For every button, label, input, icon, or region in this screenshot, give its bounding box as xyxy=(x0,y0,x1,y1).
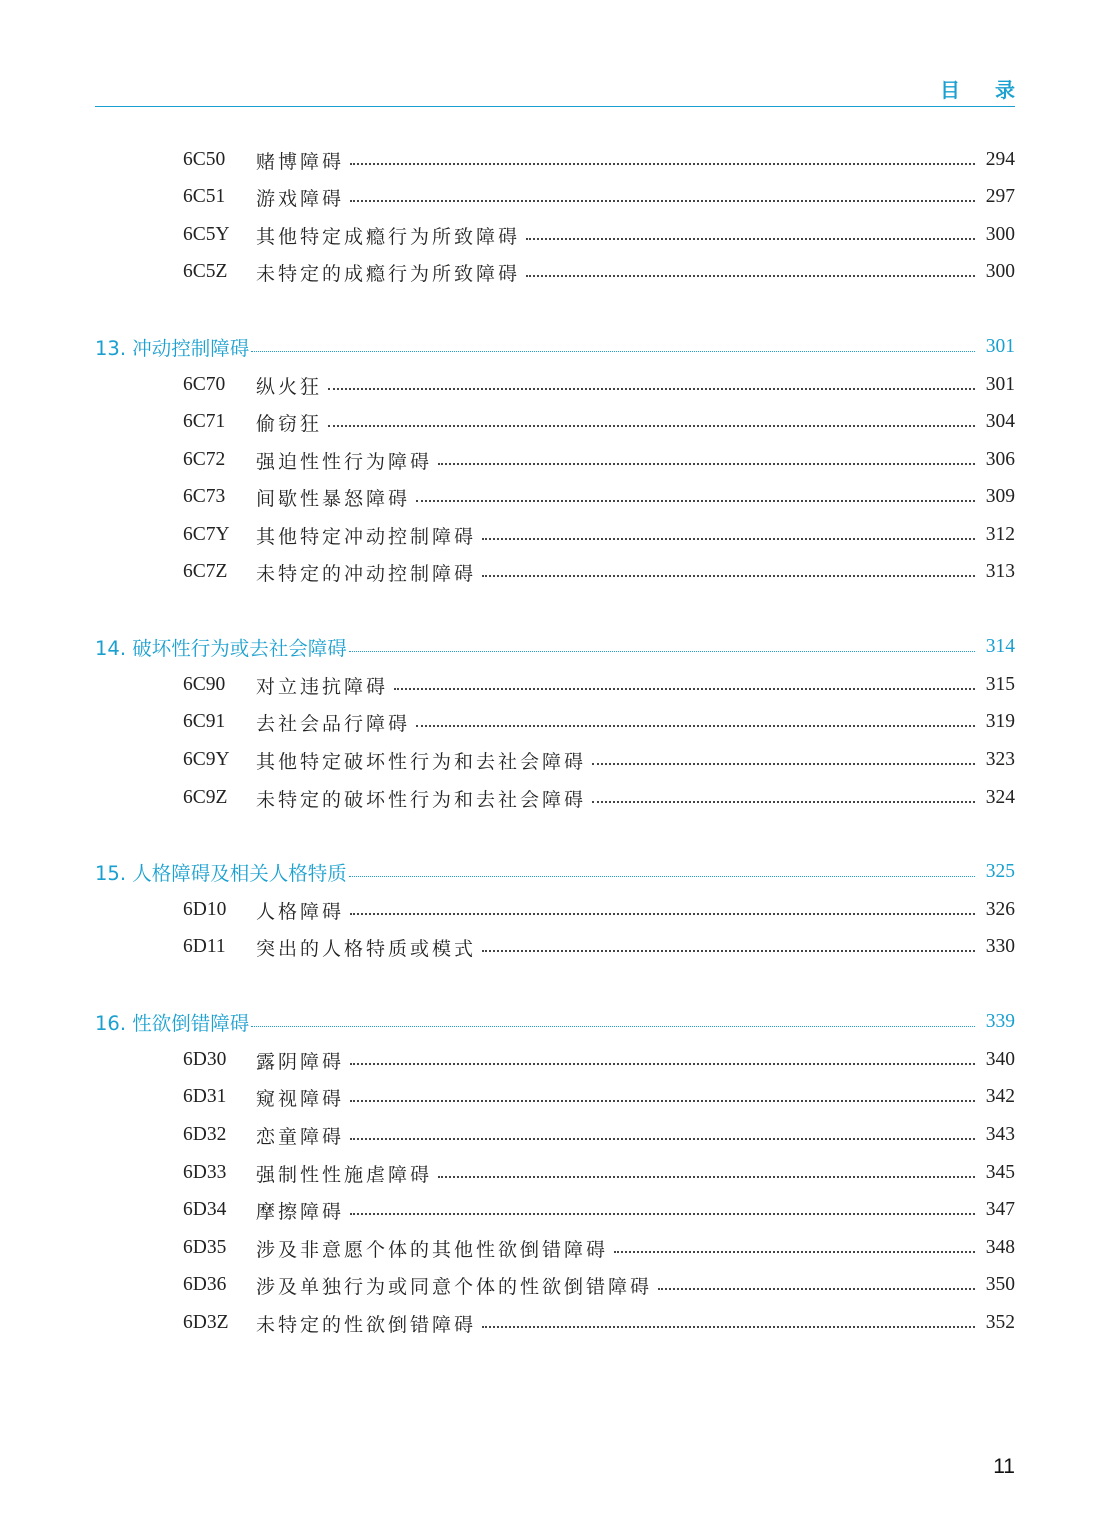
dot-leader xyxy=(438,1176,975,1178)
toc-page-number: 314 xyxy=(985,636,1015,657)
section-title: 15. 人格障碍及相关人格特质 xyxy=(95,862,347,885)
toc-page-number: 350 xyxy=(985,1274,1015,1295)
entry-title: 涉及非意愿个体的其他性欲倒错障碍 xyxy=(256,1238,609,1261)
toc-entry-row[interactable] xyxy=(0,1082,1110,1112)
entry-code: 6C51 xyxy=(183,186,226,207)
entry-code: 6C5Y xyxy=(183,224,230,245)
toc-page-number: 352 xyxy=(985,1312,1015,1333)
entry-code: 6C50 xyxy=(183,149,226,170)
dot-leader xyxy=(614,1251,975,1253)
toc-page-number: 319 xyxy=(985,711,1015,732)
toc-section-row[interactable] xyxy=(0,857,1110,887)
toc-entry-row[interactable] xyxy=(0,182,1110,212)
dot-leader xyxy=(592,801,975,803)
entry-title: 恋童障碍 xyxy=(256,1125,345,1148)
toc-entry-row[interactable] xyxy=(0,407,1110,437)
entry-code: 6C5Z xyxy=(183,261,228,282)
dot-leader xyxy=(328,425,975,427)
toc-section-row[interactable] xyxy=(0,1007,1110,1037)
toc-page-number: 325 xyxy=(985,861,1015,882)
toc-entry-row[interactable] xyxy=(0,1233,1110,1263)
entry-code: 6D3Z xyxy=(183,1312,229,1333)
entry-title: 强制性性施虐障碍 xyxy=(256,1163,433,1186)
toc-page-number: 309 xyxy=(985,486,1015,507)
toc-entry-row[interactable] xyxy=(0,707,1110,737)
dot-leader xyxy=(328,388,975,390)
entry-title: 突出的人格特质或模式 xyxy=(256,937,477,960)
toc-page-number: 340 xyxy=(985,1049,1015,1070)
dot-leader xyxy=(350,1063,975,1065)
entry-code: 6C73 xyxy=(183,486,226,507)
toc-page-number: 315 xyxy=(985,674,1015,695)
entry-code: 6C71 xyxy=(183,411,226,432)
entry-code: 6C7Y xyxy=(183,524,230,545)
toc-entry-row[interactable] xyxy=(0,257,1110,287)
entry-title: 其他特定破坏性行为和去社会障碍 xyxy=(256,750,587,773)
toc-entry-row[interactable] xyxy=(0,557,1110,587)
entry-title: 未特定的性欲倒错障碍 xyxy=(256,1313,477,1336)
entry-code: 6D34 xyxy=(183,1199,227,1220)
dot-leader xyxy=(350,913,975,915)
toc-page-number: 312 xyxy=(985,524,1015,545)
dot-leader xyxy=(350,1213,975,1215)
page-number: 11 xyxy=(993,1455,1015,1478)
dot-leader xyxy=(482,538,975,540)
toc-entry-row[interactable] xyxy=(0,1120,1110,1150)
toc-page-number: 297 xyxy=(985,186,1015,207)
toc-page-number: 343 xyxy=(985,1124,1015,1145)
header-divider xyxy=(95,106,1015,107)
entry-title: 涉及单独行为或同意个体的性欲倒错障碍 xyxy=(256,1275,653,1298)
entry-title: 未特定的成瘾行为所致障碍 xyxy=(256,262,521,285)
dot-leader xyxy=(482,1326,975,1328)
section-title: 14. 破坏性行为或去社会障碍 xyxy=(95,637,347,660)
dot-leader xyxy=(526,275,975,277)
toc-page-number: 301 xyxy=(985,336,1015,357)
toc-entry-row[interactable] xyxy=(0,1308,1110,1338)
toc-page-number: 306 xyxy=(985,449,1015,470)
dot-leader xyxy=(251,1026,975,1027)
entry-title: 露阴障碍 xyxy=(256,1050,345,1073)
entry-title: 人格障碍 xyxy=(256,900,345,923)
toc-entry-row[interactable] xyxy=(0,1045,1110,1075)
entry-title: 其他特定冲动控制障碍 xyxy=(256,525,477,548)
toc-page-number: 345 xyxy=(985,1162,1015,1183)
toc-page-number: 347 xyxy=(985,1199,1015,1220)
toc-page-number: 324 xyxy=(985,787,1015,808)
toc-section-row[interactable] xyxy=(0,332,1110,362)
header-title: 目 录 xyxy=(940,78,1029,102)
toc-page-number: 300 xyxy=(985,261,1015,282)
dot-leader xyxy=(592,763,975,765)
dot-leader xyxy=(526,238,975,240)
toc-section-row[interactable] xyxy=(0,632,1110,662)
section-title: 16. 性欲倒错障碍 xyxy=(95,1012,250,1035)
toc-entry-row[interactable] xyxy=(0,145,1110,175)
entry-title: 窥视障碍 xyxy=(256,1087,345,1110)
entry-code: 6C7Z xyxy=(183,561,228,582)
toc-entry-row[interactable] xyxy=(0,445,1110,475)
entry-code: 6D36 xyxy=(183,1274,227,1295)
entry-code: 6C91 xyxy=(183,711,226,732)
dot-leader xyxy=(438,463,975,465)
entry-code: 6D32 xyxy=(183,1124,227,1145)
toc-page-number: 339 xyxy=(985,1011,1015,1032)
toc-entry-row[interactable] xyxy=(0,220,1110,250)
dot-leader xyxy=(394,688,975,690)
entry-title: 摩擦障碍 xyxy=(256,1200,345,1223)
entry-code: 6D33 xyxy=(183,1162,227,1183)
toc-page-number: 330 xyxy=(985,936,1015,957)
entry-code: 6C70 xyxy=(183,374,226,395)
dot-leader xyxy=(350,1138,975,1140)
dot-leader xyxy=(350,200,975,202)
entry-title: 游戏障碍 xyxy=(256,187,345,210)
dot-leader xyxy=(350,1100,975,1102)
entry-code: 6D10 xyxy=(183,899,227,920)
entry-code: 6D35 xyxy=(183,1237,227,1258)
toc-entry-row[interactable] xyxy=(0,932,1110,962)
toc-page-number: 323 xyxy=(985,749,1015,770)
dot-leader xyxy=(482,950,975,952)
dot-leader xyxy=(658,1288,975,1290)
entry-title: 间歇性暴怒障碍 xyxy=(256,487,411,510)
toc-page-number: 348 xyxy=(985,1237,1015,1258)
entry-title: 去社会品行障碍 xyxy=(256,712,411,735)
dot-leader xyxy=(416,500,975,502)
toc-entry-row[interactable] xyxy=(0,482,1110,512)
entry-title: 偷窃狂 xyxy=(256,412,323,435)
entry-code: 6C9Y xyxy=(183,749,230,770)
toc-entry-row[interactable] xyxy=(0,370,1110,400)
toc-page-number: 300 xyxy=(985,224,1015,245)
dot-leader xyxy=(482,575,975,577)
toc-entry-row[interactable] xyxy=(0,1158,1110,1188)
entry-code: 6D31 xyxy=(183,1086,227,1107)
entry-title: 未特定的冲动控制障碍 xyxy=(256,562,477,585)
entry-title: 其他特定成瘾行为所致障碍 xyxy=(256,225,521,248)
toc-entry-row[interactable] xyxy=(0,520,1110,550)
dot-leader xyxy=(349,876,975,877)
entry-code: 6D30 xyxy=(183,1049,227,1070)
toc-entry-row[interactable] xyxy=(0,1195,1110,1225)
toc-entry-row[interactable] xyxy=(0,1270,1110,1300)
dot-leader xyxy=(416,725,975,727)
toc-page-number: 313 xyxy=(985,561,1015,582)
dot-leader xyxy=(349,651,975,652)
dot-leader xyxy=(350,163,975,165)
entry-title: 未特定的破坏性行为和去社会障碍 xyxy=(256,788,587,811)
entry-code: 6D11 xyxy=(183,936,226,957)
entry-title: 强迫性性行为障碍 xyxy=(256,450,433,473)
entry-title: 对立违抗障碍 xyxy=(256,675,389,698)
toc-page-number: 294 xyxy=(985,149,1015,170)
dot-leader xyxy=(251,351,975,352)
toc-page-number: 326 xyxy=(985,899,1015,920)
entry-title: 赌博障碍 xyxy=(256,150,345,173)
toc-entry-row[interactable] xyxy=(0,895,1110,925)
entry-code: 6C9Z xyxy=(183,787,228,808)
entry-code: 6C72 xyxy=(183,449,226,470)
toc-entry-row[interactable] xyxy=(0,670,1110,700)
toc-entry-row[interactable] xyxy=(0,745,1110,775)
toc-entry-row[interactable] xyxy=(0,783,1110,813)
section-title: 13. 冲动控制障碍 xyxy=(95,337,250,360)
entry-title: 纵火狂 xyxy=(256,375,323,398)
toc-page-number: 301 xyxy=(985,374,1015,395)
toc-page-number: 304 xyxy=(985,411,1015,432)
entry-code: 6C90 xyxy=(183,674,226,695)
toc-page-number: 342 xyxy=(985,1086,1015,1107)
